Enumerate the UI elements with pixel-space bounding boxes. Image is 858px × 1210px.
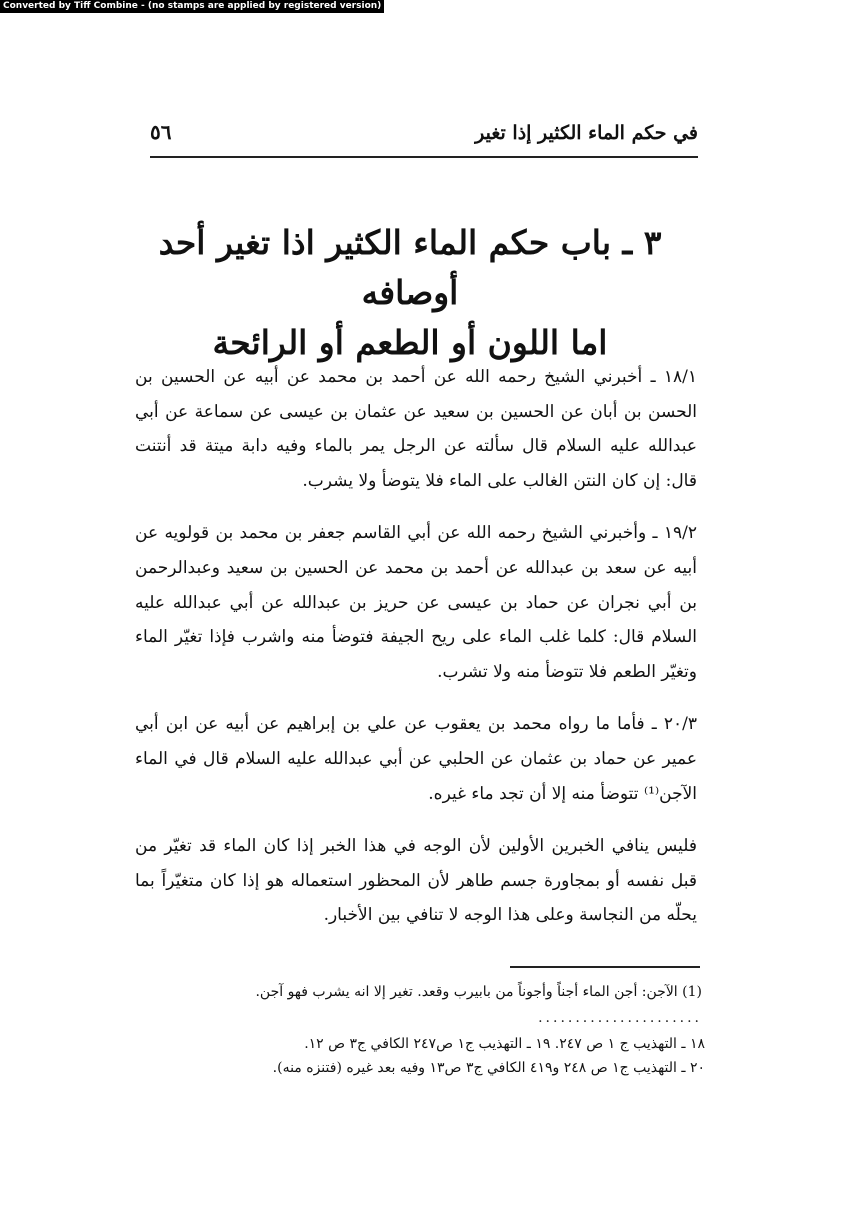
dotted-separator: ......................	[538, 1010, 702, 1026]
commentary-paragraph: فليس ينافي الخبرين الأولين لأن الوجه في هذا الخبر إذا كان الماء قد تغيّر من قبل نفسه أو بمجاورة جسم طاهر لأن المحظور استعماله هو إذا كان متغيّراً بما يحلّه من النجاسة وعلى هذا الوجه لا تنافي بين الأخبار.	[135, 836, 697, 926]
conversion-banner: Converted by Tiff Combine - (no stamps are applied by registered version)	[0, 0, 384, 13]
hadith-paragraph-19: ١٩/٢ ـ وأخبرني الشيخ رحمه الله عن أبي القاسم جعفر بن محمد بن قولويه عن أبيه عن سعد بن عبدالله عن أحمد بن محمد عن الحسين بن سعيد وعبدالرحمن بن أبي نجران عن حماد بن عيسى عن حريز بن عبدالله عن أبي عبدالله عليه السلام قال: كلما غلب الماء على ريح الجيفة فتوضأ منه واشرب فإذا تغيّر الماء وتغيّر الطعم فلا تتوضأ منه ولا تشرب.	[135, 523, 697, 682]
chapter-title-line-2: اما اللون أو الطعم أو الرائحة	[212, 323, 608, 362]
page-header	[150, 118, 698, 154]
hadith-paragraph-18: ١٨/١ ـ أخبرني الشيخ رحمه الله عن أحمد بن محمد عن أبيه عن الحسين بن الحسن بن أبان عن الحسين بن سعيد عن عثمان بن عيسى عن سماعة عن أبي عبدالله عليه السلام قال سألته عن الرجل يمر بالماء وفيه دابة ميتة قد أنتنت قال: إن كان النتن الغالب على الماء فلا يتوضأ ولا يشرب.	[135, 367, 697, 491]
footnote-rule	[510, 966, 700, 968]
source-references	[220, 1032, 705, 1080]
footnote: (1) الآجن: أجن الماء أجناً وأجوناً من بابيرب وقعد. تغير إلا انه يشرب فهو آجن.	[255, 984, 702, 1000]
source-line-2: ٢٠ ـ التهذيب ج١ ص ٢٤٨ و٤١٩ الكافي ج٣ ص١٣ وفيه بعد غيره (فتنزه منه).	[272, 1060, 705, 1076]
page-number: ٥٦	[150, 120, 172, 144]
header-rule	[150, 156, 698, 158]
source-line-1: ١٨ ـ التهذيب ج ١ ص ٢٤٧. ١٩ ـ التهذيب ج١ ص٢٤٧ الكافي ج٣ ص ١٢.	[304, 1036, 705, 1052]
hadith-paragraph-20: ٢٠/٣ ـ فأما ما رواه محمد بن يعقوب عن علي بن إبراهيم عن أبيه عن ابن أبي عمير عن حماد بن عثمان عن الحلبي عن أبي عبدالله عليه السلام قال في الماء الآجن⁽¹⁾ تتوضأ منه إلا أن تجد ماء غيره.	[135, 714, 697, 804]
body-text	[135, 360, 697, 951]
running-title: في حكم الماء الكثير إذا تغير	[475, 122, 698, 144]
chapter-title-line-1: ٣ ـ باب حكم الماء الكثير اذا تغير أحد أوصافه	[158, 223, 662, 312]
chapter-title	[120, 218, 700, 368]
